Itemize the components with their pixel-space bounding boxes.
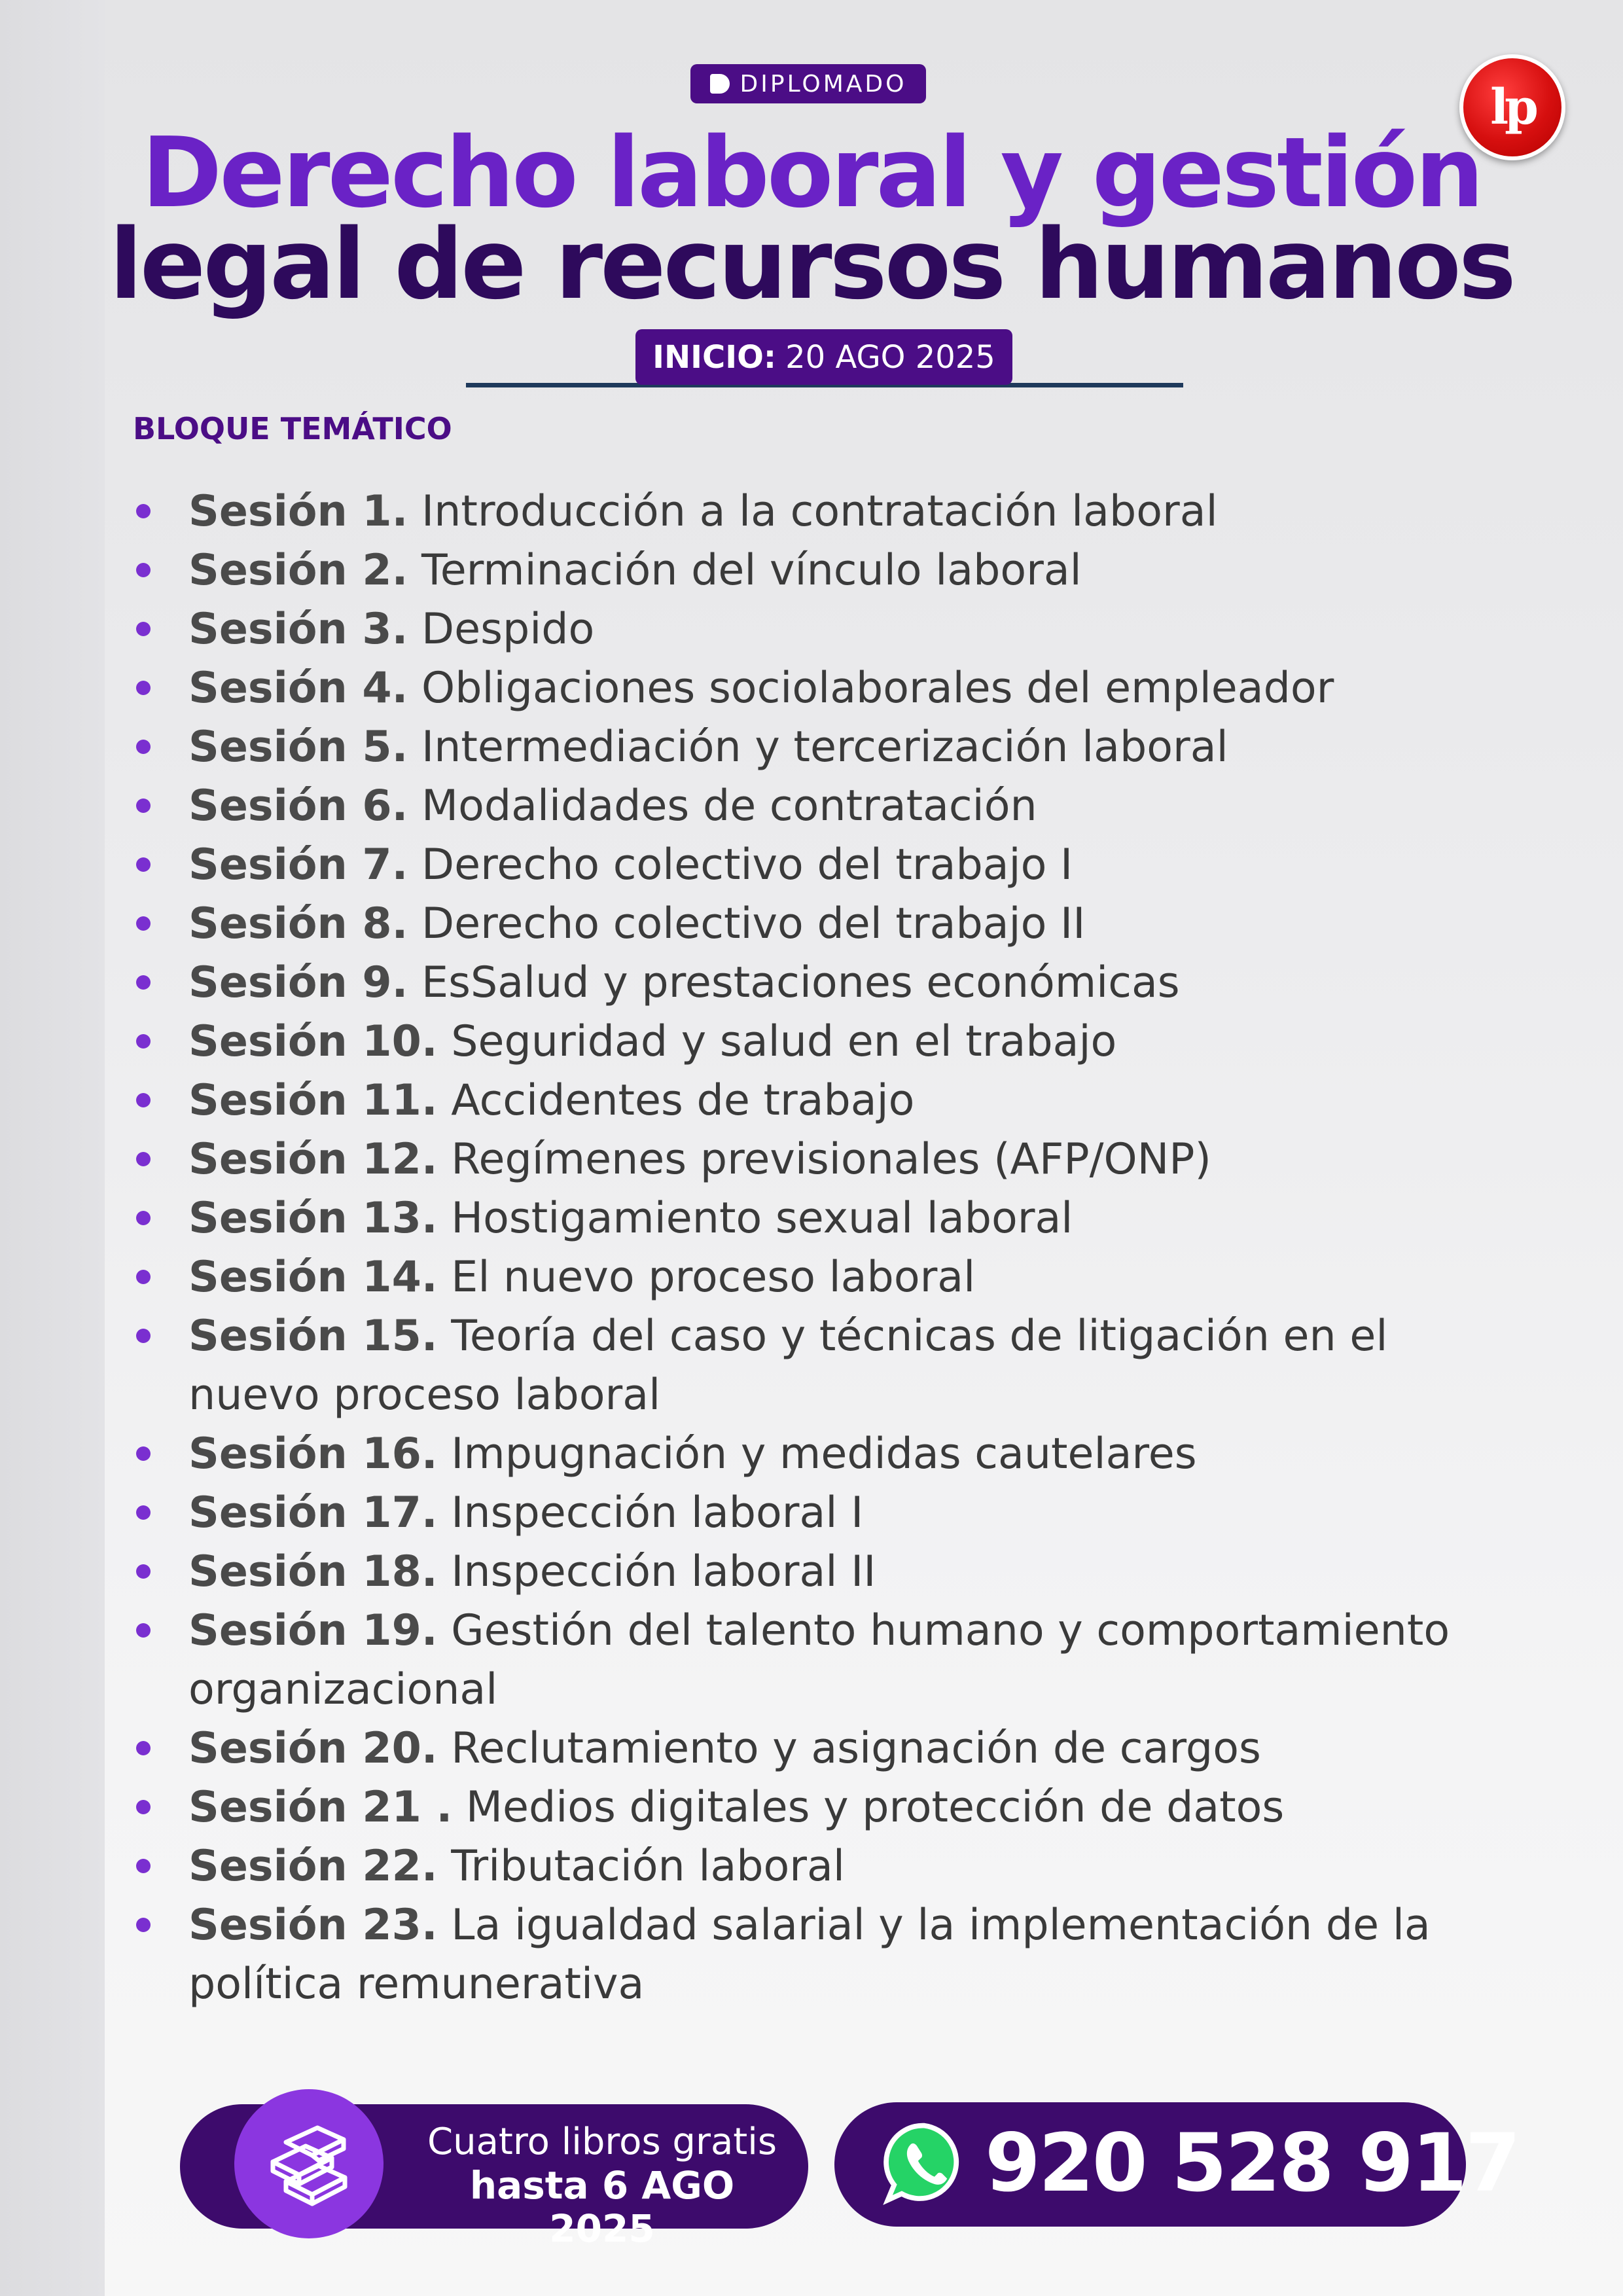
session-item: Sesión 22. Tributación laboral [188,1837,1517,1896]
page-title-line1: Derecho laboral y gestión [141,117,1482,229]
start-date: 20 AGO 2025 [785,338,995,376]
bullet [136,622,151,636]
session-item: Sesión 1. Introducción a la contratación laboral [188,482,1517,541]
bullet [136,1329,151,1343]
start-label: INICIO: [652,338,777,376]
bullet [136,1918,151,1932]
bullet [136,1034,151,1049]
bullet [136,1505,151,1520]
session-item: Sesión 4. Obligaciones sociolaborales del empleador [188,659,1517,718]
session-item: Sesión 7. Derecho colectivo del trabajo I [188,836,1517,895]
session-item: Sesión 20. Reclutamiento y asignación de cargos [188,1719,1517,1778]
bullet [136,681,151,695]
bullet [136,504,151,518]
whatsapp-icon [880,2119,969,2208]
phone-number[interactable]: 920 528 917 [985,2117,1519,2210]
session-item: Sesión 21 . Medios digitales y protección de datos [188,1778,1517,1837]
bullet [136,740,151,754]
bullet [136,1623,151,1638]
books-icon [260,2121,358,2206]
session-item: Sesión 9. EsSalud y prestaciones económicas [188,954,1517,1013]
bullet [136,916,151,931]
session-item: Sesión 15. Teoría del caso y técnicas de litigación en el nuevo proceso laboral [188,1307,1517,1425]
block-heading: BLOQUE TEMÁTICO [133,411,452,446]
session-item: Sesión 18. Inspección laboral II [188,1543,1517,1602]
page-title-line2: legal de recursos humanos [109,208,1514,321]
session-item: Sesión 11. Accidentes de trabajo [188,1071,1517,1130]
bullet [136,1564,151,1579]
session-item: Sesión 16. Impugnación y medidas cautelares [188,1425,1517,1484]
bullet [136,563,151,577]
session-item: Sesión 10. Seguridad y salud en el trabajo [188,1013,1517,1071]
lp-logo: lp [1459,54,1565,160]
bullet [136,1800,151,1814]
bullet [136,1270,151,1284]
bullet [136,1741,151,1755]
session-item: Sesión 3. Despido [188,600,1517,659]
bullet [136,975,151,990]
session-item: Sesión 6. Modalidades de contratación [188,777,1517,836]
badge-label: DIPLOMADO [740,70,907,98]
session-item: Sesión 13. Hostigamiento sexual laboral [188,1189,1517,1248]
session-item: Sesión 5. Intermediación y tercerización laboral [188,718,1517,777]
free-books-text [419,2121,785,2250]
session-item: Sesión 2. Terminación del vínculo laboral [188,541,1517,600]
bullet [136,1211,151,1225]
bullet [136,798,151,813]
session-item: Sesión 8. Derecho colectivo del trabajo II [188,895,1517,954]
free-books-line2: hasta 6 AGO 2025 [469,2163,735,2251]
session-item: Sesión 17. Inspección laboral I [188,1484,1517,1543]
bullet [136,1859,151,1873]
session-item: Sesión 12. Regímenes previsionales (AFP/ONP) [188,1130,1517,1189]
session-item: Sesión 14. El nuevo proceso laboral [188,1248,1517,1307]
session-item: Sesión 19. Gestión del talento humano y comportamiento organizacional [188,1602,1517,1719]
bullet [136,1093,151,1107]
bullet [136,857,151,872]
books-icon-circle [234,2089,383,2238]
bullet [136,1152,151,1166]
free-books-line1: Cuatro libros gratis [427,2121,777,2163]
bullet [136,1446,151,1461]
session-item: Sesión 23. La igualdad salarial y la implementación de la política remunerativa [188,1896,1517,2014]
